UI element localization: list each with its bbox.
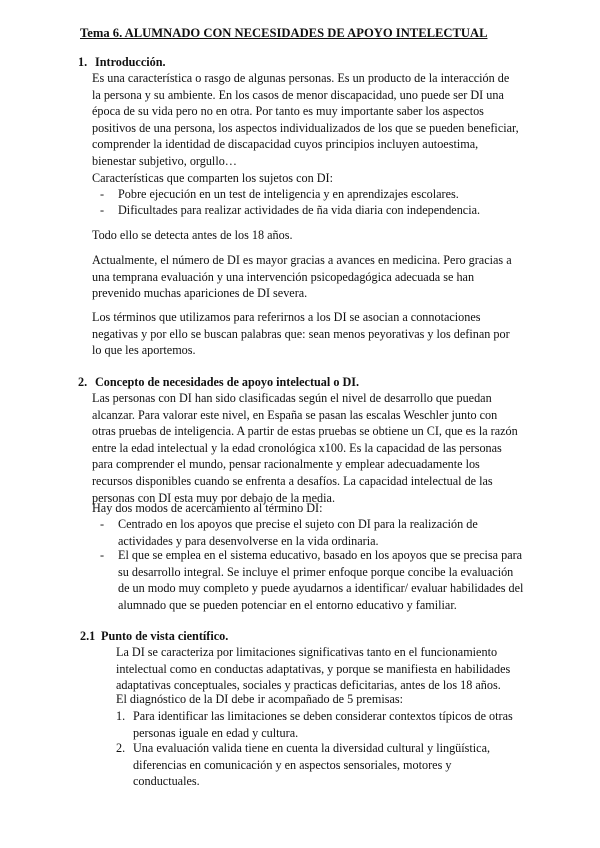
diagnosis-label: El diagnóstico de la DI debe ir acompañado de 5 premisas: xyxy=(116,692,403,706)
characteristics-label: Características que comparten los sujetos con DI: xyxy=(92,171,333,185)
document-title: Tema 6. ALUMNADO CON NECESIDADES DE APOYO INTELECTUAL xyxy=(80,26,488,40)
section-heading: Concepto de necesidades de apoyo intelectual o DI. xyxy=(95,375,360,389)
section-number: 1. xyxy=(78,55,88,69)
section-paragraph: Todo ello se detecta antes de los 18 años. xyxy=(92,228,293,242)
section-paragraph: Actualmente, el número de DI es mayor gracias a avances en medicina. Pero gracias a una temprana evaluación y una intervención psicopedagógica adecuada se han prevenido muchas apariciones de DI severa. xyxy=(92,253,512,301)
section-heading: Punto de vista científico. xyxy=(101,629,229,643)
section-paragraph: Los términos que utilizamos para referirnos a los DI se asocian a connotaciones negativas y por ello se buscan palabras que: sean menos peyorativas y los definan por lo que les aportemos. xyxy=(92,310,510,358)
document-page: Tema 6. ALUMNADO CON NECESIDADES DE APOYO INTELECTUAL 1. Introducción. Es una característica o rasgo de algunas personas. Es un producto de la interacción de la persona y su ambiente. En los casos de menor discapacidad, uno puede ser DI una época de su vida pero no en otra. Por tanto es muy importante saber los aspectos positivos de una persona, los aspectos individualizados de los que se pueden beneficiar, comprender la identidad de discapacidad cuyos principios incluyen autoestima, bienestar subjetivo, orgullo… Características que comparten los sujetos con DI: - Pobre ejecución en un test de inteligencia y en aprendizajes escolares. - Dificultades para realizar actividades de ña vida diaria con independencia. Todo ello se detecta antes de los 18 años. Actualmente, el número de DI es mayor gracias a avances en medicina. Pero gracias a una temprana evaluación y una intervención psicopedagógica adecuada se han prevenido muchas apariciones de DI severa. Los términos que utilizamos para referirnos a los DI se asocian a connotaciones negativas y por ello se buscan palabras que: sean menos peyorativas y los definan por lo que les aportemos. 2. Concepto de necesidades de apoyo intelectual o DI. Las personas con DI han sido clasificadas según el nivel de desarrollo que puedan alcanzar. Para valorar este nivel, en España se pasan las escalas Weschler junto con otras pruebas de inteligencia. A partir de estas pruebas se obtiene un CI, que es la razón entre la edad intelectual y la edad cronológica x100. Es la capacidad de las personas para comprender el mundo, pensar racionalmente y emplear adecuadamente los recursos disponibles cuando se enfrenta a desafíos. La capacidad intelectual de las personas con DI esta muy por debajo de la media. Hay dos modos de acercamiento al término DI: - Centrado en los apoyos que precise el sujeto con DI para la realización de actividades y para desenvolverse en la vida ordinaria. - El que se emplea en el sistema educativo, basado en los apoyos que se precisa para su desarrollo integral. Se incluye el primer enfoque porque concibe la evaluación de un modo muy completo y puede ayudarnos a identificar/ evaluar habilidades del alumnado que se pueden potenciar en el entorno educativo y familiar. 2.1 Punto de vista científico. La DI se caracteriza por limitaciones significativas tanto en el funcionamiento intelectual como en conductas adaptativas, y porque se manifiesta en habilidades adaptativas conceptuales, sociales y practicas deficitarias, antes de los 18 años. El diagnóstico de la DI debe ir acompañado de 5 premisas: 1. Para identificar las limitaciones se deben considerar contextos típicos de otras personas iguale en edad y cultura. 2. Una evaluación valida tiene en cuenta la diversidad cultural y lingüística, diferencias en comunicación y en aspectos sensoriales, motores y conductuales. xyxy=(0,0,600,848)
section-number: 2.1 xyxy=(80,629,96,643)
modes-label: Hay dos modos de acercamiento al término DI: xyxy=(92,501,323,515)
section-paragraph: Las personas con DI han sido clasificadas según el nivel de desarrollo que puedan alcanzar. Para valorar este nivel, en España se pasan las escalas Weschler junto con otras pruebas de inteligencia. A partir de estas pruebas se obtiene un CI, que es la razón entre la edad intelectual y la edad cronológica x100. Es la capacidad de las personas para comprender el mundo, pensar racionalmente y emplear adecuadamente los recursos disponibles cuando se enfrenta a desafíos. La capacidad intelectual de las personas con DI esta muy por debajo de la media. xyxy=(92,391,518,505)
section-number: 2. xyxy=(78,375,88,389)
section-heading: Introducción. xyxy=(95,55,166,69)
section-paragraph: La DI se caracteriza por limitaciones significativas tanto en el funcionamiento intelectual como en conductas adaptativas, y porque se manifiesta en habilidades adaptativas conceptuales, sociales y practicas deficitarias, antes de los 18 años. xyxy=(116,645,511,693)
section-paragraph: Es una característica o rasgo de algunas personas. Es un producto de la interacción de la persona y su ambiente. En los casos de menor discapacidad, uno puede ser DI una época de su vida pero no en otra. Por tanto es muy importante saber los aspectos positivos de una persona, los aspectos individualizados de los que se pueden beneficiar, comprender la identidad de discapacidad cuyos principios incluyen autoestima, bienestar subjetivo, orgullo… xyxy=(92,71,519,168)
